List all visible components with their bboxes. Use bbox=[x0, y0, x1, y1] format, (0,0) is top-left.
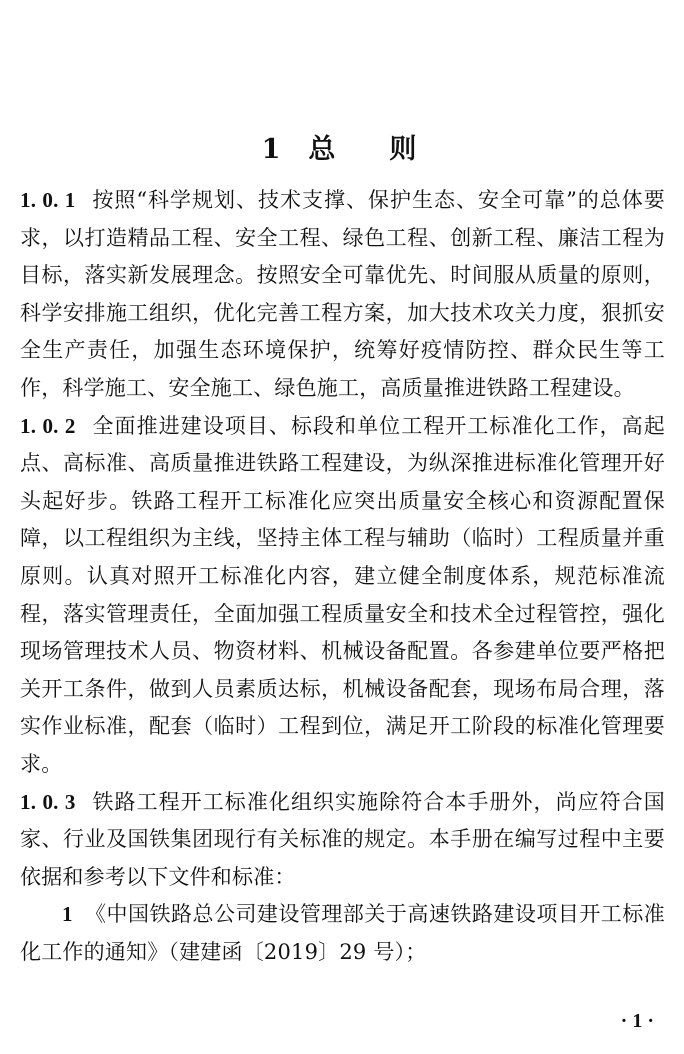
reference-number: 1 bbox=[62, 902, 73, 927]
clause-text: 铁路工程开工标准化组织实施除符合本手册外，尚应符合国家、行业及国铁集团现行有关标准的规定。本手册在编写过程中主要依据和参考以下文件和标准： bbox=[20, 789, 665, 889]
clause-number: 1. 0. 2 bbox=[20, 413, 76, 438]
chapter-title-part2: 则 bbox=[389, 134, 423, 166]
clause-1-0-1 bbox=[20, 182, 665, 408]
chapter-title bbox=[0, 130, 684, 170]
page-number: · 1 · bbox=[620, 1010, 654, 1032]
clause-text: 全面推进建设项目、标段和单位工程开工标准化工作，高起点、高标准、高质量推进铁路工程建设，为纵深推进标准化管理开好头起好步。铁路工程开工标准化应突出质量安全核心和资源配置保障，以工程组织为主线，坚持主体工程与辅助（临时）工程质量并重原则。认真对照开工标准化内容，建立健全制度体系，规范标准流程，落实管理责任，全面加强工程质量安全和技术全过程管控，强化现场管理技术人员、物资材料、机械设备配置。各参建单位要严格把关开工条件，做到人员素质达标，机械设备配套，现场布局合理，落实作业标准，配套（临时）工程到位，满足开工阶段的标准化管理要求。 bbox=[20, 413, 665, 776]
chapter-body bbox=[20, 182, 665, 971]
clause-1-0-3 bbox=[20, 784, 665, 897]
reference-text: 《中国铁路总公司建设管理部关于高速铁路建设项目开工标准化工作的通知》（建建函〔2019〕29 号）； bbox=[20, 902, 665, 964]
clause-number: 1. 0. 1 bbox=[20, 188, 76, 212]
clause-number: 1. 0. 3 bbox=[20, 789, 76, 814]
reference-item-1 bbox=[20, 896, 665, 971]
clause-1-0-2 bbox=[20, 408, 665, 784]
chapter-title-part1: 总 bbox=[308, 134, 342, 166]
clause-text: 按照“科学规划、技术支撑、保护生态、安全可靠”的总体要求，以打造精品工程、安全工程、绿色工程、创新工程、廉洁工程为目标，落实新发展理念。按照安全可靠优先、时间服从质量的原则，科学安排施工组织，优化完善工程方案，加大技术攻关力度，狠抓安全生产责任，加强生态环境保护，统筹好疫情防控、群众民生等工作，科学施工、安全施工、绿色施工，高质量推进铁路工程建设。 bbox=[20, 188, 666, 400]
chapter-number: 1 bbox=[261, 134, 287, 166]
